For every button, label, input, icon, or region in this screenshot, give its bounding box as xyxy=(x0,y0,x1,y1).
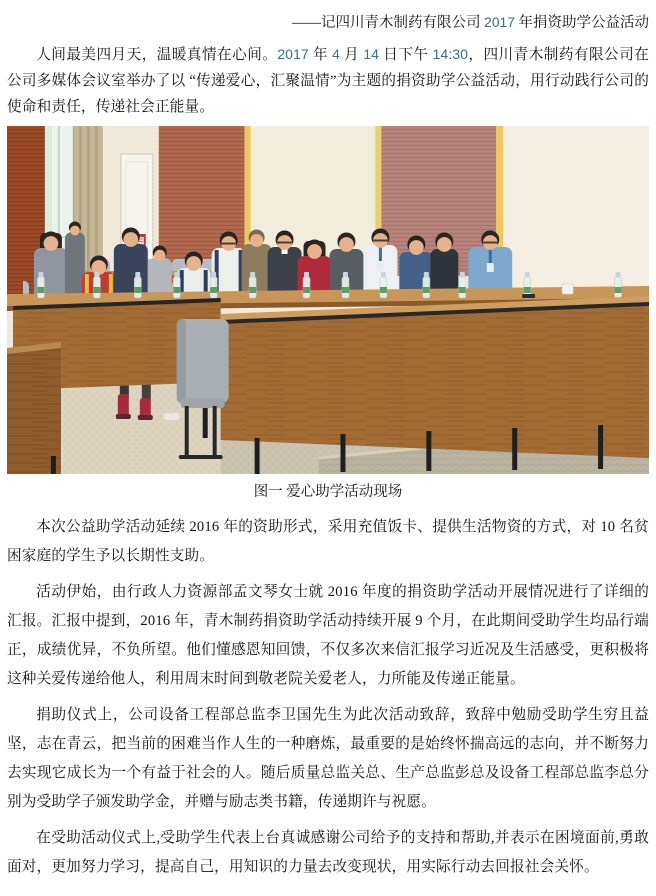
text-segment: ，四川青木制药有限公司在公司多媒体会议室举办了以 “传递爱心，汇聚温情”为主题的捐资助学公益活动，用行动践行公司的使命和责任，传递社会正能量。 xyxy=(7,47,649,115)
meeting-room-illustration xyxy=(7,126,649,474)
water-bottle xyxy=(134,272,141,298)
right-desk xyxy=(221,296,649,474)
paragraph xyxy=(7,701,649,817)
text-segment: 2017 xyxy=(484,15,515,30)
text-segment: 本次公益助学活动延续 2016 年的资助形式，采用充值饭卡、提供生活物资的方式，对 10 名贫困家庭的学生予以长期性支助。 xyxy=(7,519,649,564)
text-segment: 月 xyxy=(340,47,364,63)
paragraph xyxy=(7,578,649,694)
water-bottle xyxy=(342,272,349,298)
article-subtitle xyxy=(7,12,649,34)
text-segment: 年 xyxy=(308,47,333,63)
text-segment: 年捐资助学公益活动 xyxy=(514,15,649,31)
water-bottle xyxy=(93,272,100,298)
figure-caption: 图一 爱心助学活动现场 xyxy=(253,484,403,500)
water-bottle xyxy=(173,272,180,298)
water-bottle xyxy=(210,272,217,298)
white-sneaker xyxy=(164,413,180,420)
water-bottle xyxy=(423,272,430,298)
text-segment: 14 xyxy=(363,47,380,62)
paragraph xyxy=(7,513,649,571)
text-segment: 日下午 xyxy=(379,47,433,63)
phone xyxy=(522,294,535,298)
water-bottle xyxy=(380,272,387,298)
text-segment: 捐助仪式上，公司设备工程部总监李卫国先生为此次活动致辞，致辞中勉励受助学生穷且益坚，志在青云，把当前的困难当作人生的一种磨炼，最重要的是始终怀揣高远的志向，并不断努力去实现它成长为一个有益于社会的人。随后质量总监关总、生产总监彭总及设备工程部总监李总分别为受助学子颁发助学金，并赠与励志类书籍，传递期许与祝愿。 xyxy=(7,707,649,810)
water-bottle xyxy=(37,272,44,298)
text-segment: 在受助活动仪式上,受助学生代表上台真诚感谢公司给予的支持和帮助,并表示在困境面前,勇敢面对，更加努力学习，提高自己，用知识的力量去改变现状，用实际行动去回报社会关怀。 xyxy=(7,830,649,875)
text-segment: 4 xyxy=(332,47,341,62)
text-segment: 活动伊始，由行政人力资源部孟文琴女士就 2016 年度的捐资助学活动开展情况进行了详细的汇报。汇报中提到，2016 年，青木制药捐资助学活动持续开展 9 个月，在此期间受助学生均品行端正，成绩优异，不负所望。他们懂感恩知回馈，不仅多次来信汇报学习近况及生活感受，更积极将这种关爱传递给他人，利用周末时间到敬老院关爱老人，力所能及传递正能量。 xyxy=(7,584,649,687)
article-intro xyxy=(7,42,649,120)
text-segment: 2017 xyxy=(277,47,309,62)
water-bottle xyxy=(615,272,622,298)
text-segment: 14:30 xyxy=(432,47,469,62)
article-body xyxy=(7,513,649,882)
paragraph xyxy=(7,42,649,120)
text-segment: 人间最美四月天，温暖真情在心间。 xyxy=(36,47,278,63)
left-corner-desk xyxy=(7,342,61,474)
white-cup xyxy=(562,284,573,294)
water-bottle xyxy=(459,272,466,298)
red-boot xyxy=(118,394,129,417)
text-segment: ——记四川青木制药有限公司 xyxy=(292,15,485,31)
water-bottle xyxy=(249,272,256,298)
event-photo xyxy=(7,126,649,474)
water-bottle xyxy=(303,272,310,298)
paragraph xyxy=(7,824,649,882)
